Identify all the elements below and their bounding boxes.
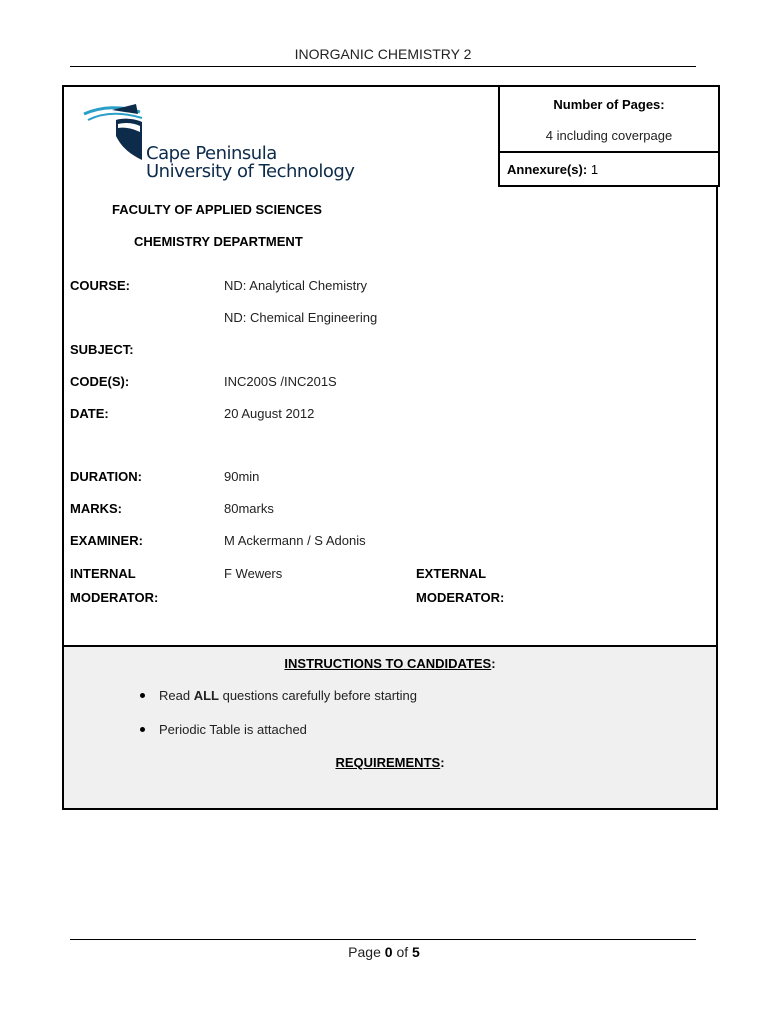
date-label: DATE: (70, 406, 109, 421)
annexure-label: Annexure(s): (507, 162, 588, 177)
bullet-2-text: Periodic Table is attached (159, 722, 307, 737)
pages-box (498, 85, 720, 153)
footer-total-pages: 5 (412, 944, 420, 960)
pages-value: 4 including coverpage (545, 128, 673, 143)
examiner-value: M Ackermann / S Adonis (224, 533, 366, 548)
internal-moderator-label-2: MODERATOR: (70, 590, 159, 605)
bullet-1-bold: ALL (193, 688, 219, 703)
duration-value: 90min (224, 469, 260, 484)
course-label: COURSE: (70, 278, 130, 293)
footer-current-page: 0 (384, 944, 393, 960)
marks-value: 80marks (224, 501, 274, 516)
internal-moderator-value: F Wewers (224, 566, 283, 581)
course-value-2: ND: Chemical Engineering (224, 310, 378, 325)
pages-label: Number of Pages: (553, 97, 665, 112)
instruction-bullet-1 (140, 688, 417, 703)
instruction-bullet-2 (140, 722, 307, 737)
page-footer (0, 944, 768, 960)
annexure-text (507, 162, 598, 177)
codes-value: INC200S /INC201S (224, 374, 337, 389)
page-header-title: INORGANIC CHEMISTRY 2 (294, 46, 472, 62)
external-moderator-label-1: EXTERNAL (416, 566, 487, 581)
instructions-title (64, 656, 716, 671)
examiner-label: EXAMINER: (70, 533, 143, 548)
requirements-title-text: REQUIREMENTS (335, 755, 441, 770)
logo-text-line2: University of Technology (146, 161, 355, 182)
department-heading: CHEMISTRY DEPARTMENT (134, 234, 303, 249)
instructions-title-colon: : (491, 656, 496, 671)
requirements-title-colon: : (440, 755, 445, 770)
internal-moderator-label-1: INTERNAL (70, 566, 136, 581)
logo-text-line1: Cape Peninsula (146, 143, 277, 164)
duration-label: DURATION: (70, 469, 142, 484)
footer-of-word: of (392, 944, 413, 960)
subject-label: SUBJECT: (70, 342, 134, 357)
marks-label: MARKS: (70, 501, 122, 516)
faculty-heading: FACULTY OF APPLIED SCIENCES (112, 202, 322, 217)
date-value: 20 August 2012 (224, 406, 315, 421)
annexure-box (498, 151, 720, 187)
bullet-icon (140, 693, 145, 698)
footer-page-word: Page (348, 944, 385, 960)
codes-label: CODE(S): (70, 374, 130, 389)
bullet-1-post: questions carefully before starting (218, 688, 417, 703)
footer-divider (70, 939, 696, 940)
header-divider (70, 66, 696, 67)
external-moderator-label-2: MODERATOR: (416, 590, 505, 605)
bullet-1-pre: Read (159, 688, 194, 703)
instructions-title-text: INSTRUCTIONS TO CANDIDATES (284, 656, 492, 671)
requirements-title (64, 755, 716, 770)
annexure-value: 1 (590, 162, 599, 177)
instructions-box (62, 645, 718, 810)
course-value-1: ND: Analytical Chemistry (224, 278, 368, 293)
bullet-icon (140, 727, 145, 732)
